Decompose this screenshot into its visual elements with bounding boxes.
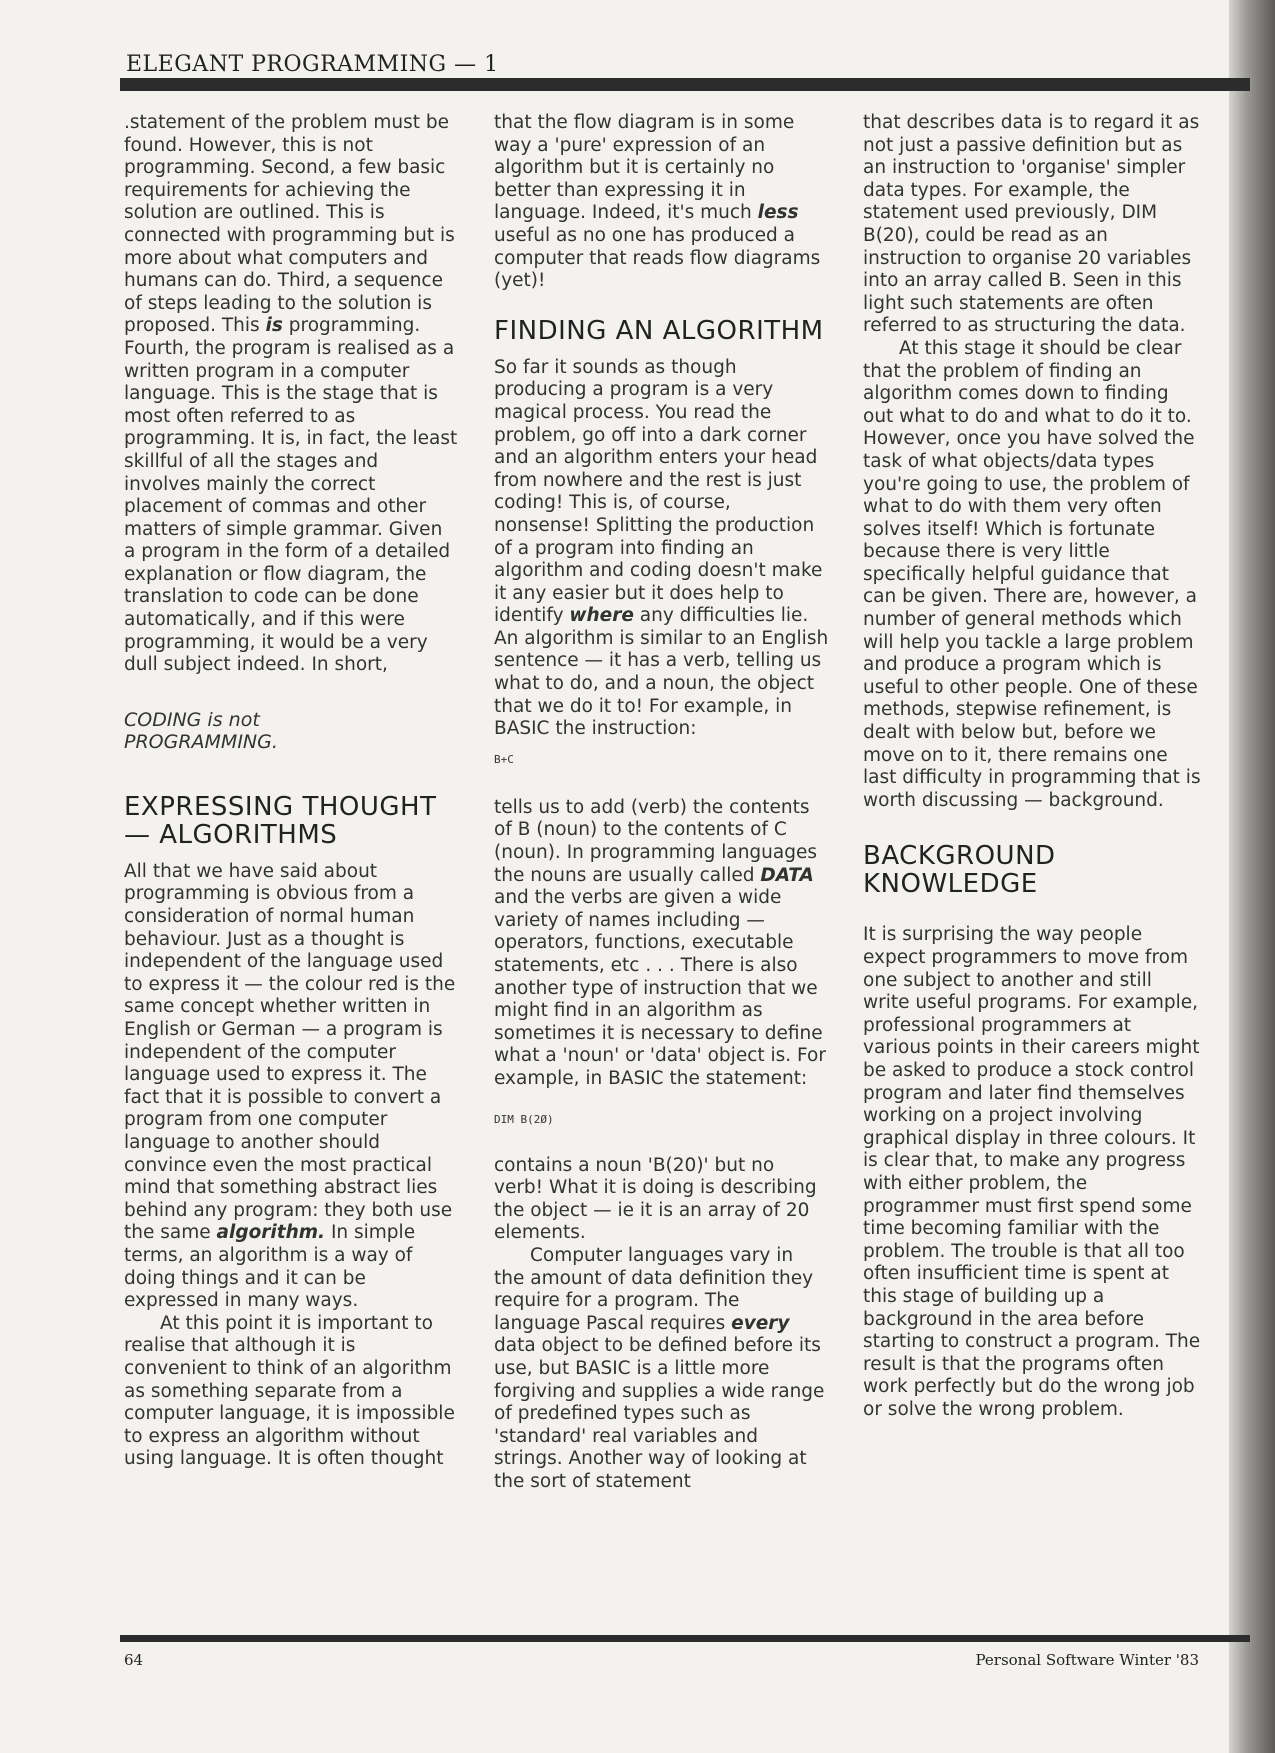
page-number: 64 xyxy=(124,1651,144,1669)
publication-name: Personal Software Winter '83 xyxy=(975,1651,1199,1669)
paragraph: It is surprising the way people expect programmers to move from one subject to another and still write useful programs. For example, professional programmers at various points in their careers might be asked to produce a stock control program and later find themselves working on a project involving graphical display in three colours. It is clear that, to make any progress with either problem, the programmer must first spend some time becoming familiar with the problem. The trouble is that all too often insufficient time is spent at this stage of building up a background in the area before starting to construct a program. The result is that the programs often work perfectly but do the wrong job or solve the wrong problem. xyxy=(863,924,1201,1420)
column-1 xyxy=(124,112,459,1471)
paragraph: that describes data is to regard it as not just a passive definition but as an instruction to 'organise' simpler data types. For example, the statement used previously, DIM B(20), could be read as an instruction to organise 20 variables into an array called B. Seen in this light such statements are often referred to as structuring the data. xyxy=(863,112,1200,337)
emphasis: less xyxy=(757,202,799,224)
footer-rule xyxy=(120,1635,1250,1642)
paragraph: tells us to add (verb) the contents of B (noun) to the contents of C (noun). In programming languages the nouns are usually called DATA and the verbs are given a wide variety of names including — operators, functions, executable statements, etc . . . There is also another type of instruction that we might find in an algorithm as sometimes it is necessary to define what a 'noun' or 'data' object is. For example, in BASIC the statement: xyxy=(494,796,826,1089)
column-2 xyxy=(494,112,829,1493)
paragraph: contains a noun 'B(20)' but no verb! What it is doing is describing the object — ie it is an array of 20 elements. xyxy=(494,1154,817,1244)
paragraph: All that we have said about programming is obvious from a consideration of normal human behaviour. Just as a thought is independent of the language used to express it — the colour red is the same concept whether written in English or German — a program is independent of the computer language used to express it. The fact that it is possible to convert a program from one computer language to another should convince even the most practical mind that something abstract lies behind any program: they both use the same algorithm. In simple terms, an algorithm is a way of doing things and it can be expressed in many ways. xyxy=(124,860,456,1312)
emphasis: algorithm. xyxy=(216,1222,326,1244)
emphasis: is xyxy=(265,315,283,337)
paragraph: So far it sounds as though producing a program is a very magical process. You read the problem, go off into a dark corner and an algorithm enters your head from nowhere and the rest is just coding! This is, of course, nonsense! Splitting the production of a program into finding an algorithm and coding doesn't make it any easier but it does help to identify where any difficulties lie. An algorithm is similar to an English sentence — it has a verb, telling us what to do, and a noun, the object that we do it to! For example, in BASIC the instruction: xyxy=(494,356,829,740)
code-sample: B+C xyxy=(494,752,514,766)
paragraph: At this stage it should be clear that the problem of finding an algorithm comes down to finding out what to do and what to do it to. However, once you have solved the task of what objects/data types you're going to use, the problem of what to do with them very often solves itself! Which is fortunate because there is very little specifically helpful guidance that can be given. There are, however, a number of general methods which will help you tackle a large problem and produce a program which is useful to other people. One of these methods, stepwise refinement, is dealt with below but, before we move on to it, there remains one last difficulty in programming that is worth discussing — background. xyxy=(863,337,1201,811)
callout: CODING is not PROGRAMMING. xyxy=(124,708,278,753)
header-rule xyxy=(120,78,1250,91)
running-title: ELEGANT PROGRAMMING — 1 xyxy=(126,52,499,77)
paragraph: that the flow diagram is in some way a 'pure' expression of an algorithm but it is certainly no better than expressing it in language. Indeed, it's much less useful as no one has produced a computer that reads flow diagrams (yet)! xyxy=(494,112,821,292)
emphasis: every xyxy=(731,1312,790,1334)
section-heading: FINDING AN ALGORITHM xyxy=(494,315,824,346)
page-edge-shadow xyxy=(1229,0,1275,1753)
section-heading: BACKGROUND KNOWLEDGE xyxy=(863,841,1056,900)
code-sample: DIM B(2Ø) xyxy=(494,1112,554,1126)
column-3 xyxy=(863,112,1203,1421)
paragraph: .statement of the problem must be found. However, this is not programming. Second, a few basic requirements for achieving the solution are outlined. This is connected with programming but is more about what computers and humans can do. Third, a sequence of steps leading to the solution is proposed. This is programming. Fourth, the program is realised as a written program in a computer language. This is the stage that is most often referred to as programming. It is, in fact, the least skillful of all the stages and involves mainly the correct placement of commas and other matters of simple grammar. Given a program in the form of a detailed explanation or flow diagram, the translation to code can be done automatically, and if this were programming, it would be a very dull subject indeed. In short, xyxy=(124,112,458,676)
section-heading: EXPRESSING THOUGHT — ALGORITHMS xyxy=(124,791,437,850)
emphasis: DATA xyxy=(760,864,814,886)
paragraph: At this point it is important to realise that although it is convenient to think of an algorithm as something separate from a computer language, it is impossible to express an algorithm without using language. It is often thought xyxy=(124,1312,455,1470)
paragraph: Computer languages vary in the amount of data definition they require for a program. The language Pascal requires every data object to be defined before its use, but BASIC is a little more forgiving and supplies a wide range of predefined types such as 'standard' real variables and strings. Another way of looking at the sort of statement xyxy=(494,1244,825,1492)
emphasis: where xyxy=(569,605,634,627)
